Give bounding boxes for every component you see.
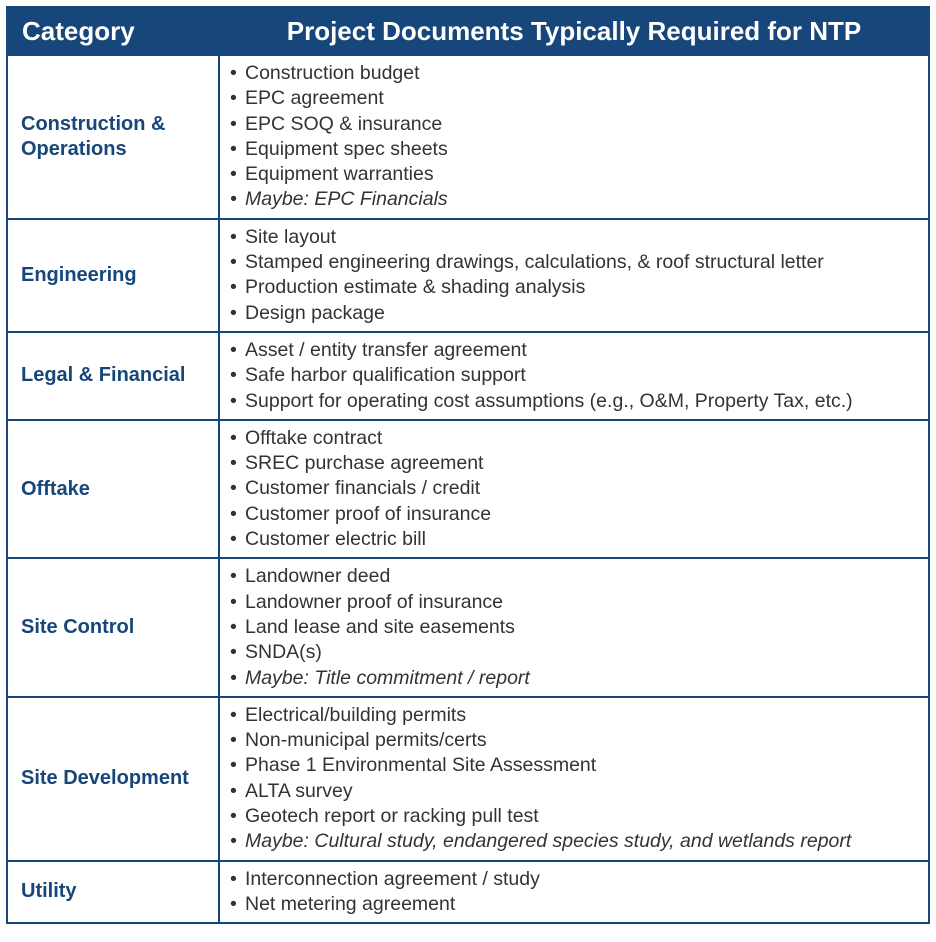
document-item-text: ALTA survey (245, 779, 353, 802)
document-list-item (230, 162, 928, 187)
document-list-item (230, 301, 928, 326)
bullet-icon: • (230, 276, 237, 299)
bullet-icon: • (230, 137, 237, 160)
document-list-item (230, 187, 928, 212)
document-item-text: Maybe: Title commitment / report (245, 666, 530, 689)
bullet-icon: • (230, 779, 237, 802)
bullet-icon: • (230, 477, 237, 500)
bullet-icon: • (230, 364, 237, 387)
document-list-item (230, 250, 928, 275)
bullet-icon: • (230, 703, 237, 726)
document-list-item (230, 666, 928, 691)
document-list-item (230, 502, 928, 527)
document-item-text: Safe harbor qualification support (245, 364, 526, 387)
document-item-text: Support for operating cost assumptions (e.g., O&M, Property Tax, etc.) (245, 389, 853, 412)
document-item-text: SNDA(s) (245, 641, 322, 664)
document-item-text: Non-municipal permits/certs (245, 729, 487, 752)
document-list-item (230, 338, 928, 363)
bullet-icon: • (230, 188, 237, 211)
document-list-item (230, 564, 928, 589)
document-list-item (230, 86, 928, 111)
document-list-item (230, 703, 928, 728)
document-item-text: Land lease and site easements (245, 615, 515, 638)
bullet-icon: • (230, 892, 237, 915)
bullet-icon: • (230, 805, 237, 828)
document-list-item (230, 753, 928, 778)
document-item-text: Construction budget (245, 62, 420, 84)
document-item-text: EPC SOQ & insurance (245, 112, 443, 135)
document-item-text: Asset / entity transfer agreement (245, 338, 527, 361)
table-row (7, 558, 929, 696)
documents-cell (219, 219, 929, 332)
document-list-item (230, 829, 928, 854)
bullet-icon: • (230, 754, 237, 777)
document-list-item (230, 275, 928, 300)
bullet-icon: • (230, 338, 237, 361)
document-item-text: SREC purchase agreement (245, 452, 484, 475)
document-item-text: Customer proof of insurance (245, 502, 492, 525)
table-row (7, 861, 929, 924)
document-list-item (230, 389, 928, 414)
ntp-documents-table-wrapper (6, 6, 930, 924)
table-row (7, 697, 929, 861)
documents-column-header: Project Documents Typically Required for NTP (219, 7, 929, 55)
bullet-icon: • (230, 641, 237, 664)
document-list (230, 426, 928, 552)
document-list-item (230, 590, 928, 615)
category-cell: Utility (7, 861, 219, 924)
bullet-icon: • (230, 426, 237, 449)
document-item-text: Design package (245, 301, 385, 324)
document-list-item (230, 225, 928, 250)
document-list-item (230, 728, 928, 753)
category-column-header: Category (7, 7, 219, 55)
document-item-text: Stamped engineering drawings, calculations, & roof structural letter (245, 251, 824, 274)
category-cell: Construction & Operations (7, 55, 219, 219)
bullet-icon: • (230, 389, 237, 412)
table-row (7, 332, 929, 420)
table-header-row (7, 7, 929, 55)
document-list-item (230, 640, 928, 665)
document-list (230, 703, 928, 855)
document-item-text: Equipment warranties (245, 163, 434, 186)
table-body (7, 55, 929, 923)
document-list-item (230, 867, 928, 892)
documents-cell (219, 697, 929, 861)
bullet-icon: • (230, 225, 237, 248)
documents-cell (219, 420, 929, 558)
documents-cell (219, 332, 929, 420)
documents-cell (219, 558, 929, 696)
table-row (7, 219, 929, 332)
document-list-item (230, 61, 928, 86)
bullet-icon: • (230, 251, 237, 274)
document-item-text: Interconnection agreement / study (245, 867, 540, 890)
document-item-text: Phase 1 Environmental Site Assessment (245, 754, 597, 777)
category-cell: Site Development (7, 697, 219, 861)
document-list-item (230, 137, 928, 162)
document-item-text: Production estimate & shading analysis (245, 276, 586, 299)
category-cell: Site Control (7, 558, 219, 696)
category-cell: Engineering (7, 219, 219, 332)
bullet-icon: • (230, 666, 237, 689)
bullet-icon: • (230, 830, 237, 853)
document-item-text: Maybe: Cultural study, endangered species study, and wetlands report (245, 830, 852, 853)
document-item-text: Site layout (245, 225, 337, 248)
document-list-item (230, 804, 928, 829)
bullet-icon: • (230, 615, 237, 638)
document-item-text: Equipment spec sheets (245, 137, 448, 160)
document-item-text: Net metering agreement (245, 892, 456, 915)
document-list-item (230, 476, 928, 501)
document-list-item (230, 451, 928, 476)
document-item-text: Landowner deed (245, 565, 391, 588)
document-item-text: Customer financials / credit (245, 477, 481, 500)
document-item-text: Electrical/building permits (245, 703, 467, 726)
document-list (230, 867, 928, 918)
bullet-icon: • (230, 502, 237, 525)
document-list-item (230, 527, 928, 552)
document-list-item (230, 363, 928, 388)
bullet-icon: • (230, 590, 237, 613)
document-item-text: EPC agreement (245, 87, 384, 110)
bullet-icon: • (230, 112, 237, 135)
document-list-item (230, 112, 928, 137)
documents-cell (219, 55, 929, 219)
bullet-icon: • (230, 729, 237, 752)
table-row (7, 55, 929, 219)
bullet-icon: • (230, 528, 237, 551)
document-list-item (230, 779, 928, 804)
document-list (230, 564, 928, 690)
bullet-icon: • (230, 301, 237, 324)
category-cell: Offtake (7, 420, 219, 558)
table-row (7, 420, 929, 558)
document-item-text: Geotech report or racking pull test (245, 805, 539, 828)
document-list-item (230, 892, 928, 917)
document-list (230, 225, 928, 326)
document-list-item (230, 426, 928, 451)
bullet-icon: • (230, 565, 237, 588)
document-list (230, 338, 928, 414)
document-item-text: Customer electric bill (245, 528, 426, 551)
document-item-text: Landowner proof of insurance (245, 590, 504, 613)
document-item-text: Offtake contract (245, 426, 383, 449)
documents-cell (219, 861, 929, 924)
bullet-icon: • (230, 867, 237, 890)
document-item-text: Maybe: EPC Financials (245, 188, 448, 211)
document-list-item (230, 615, 928, 640)
bullet-icon: • (230, 87, 237, 110)
category-cell: Legal & Financial (7, 332, 219, 420)
document-list (230, 61, 928, 213)
bullet-icon: • (230, 62, 237, 84)
bullet-icon: • (230, 452, 237, 475)
ntp-documents-table (6, 6, 930, 924)
bullet-icon: • (230, 163, 237, 186)
